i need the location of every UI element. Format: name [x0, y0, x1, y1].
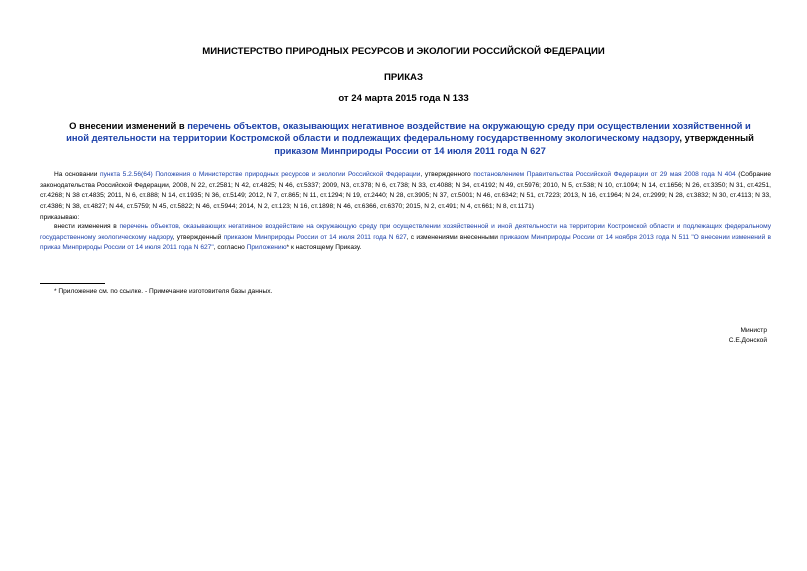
- order-text-5: * к настоящему Приказу.: [286, 244, 362, 252]
- order-paragraph: [40, 222, 771, 254]
- title-prefix: О внесении изменений в: [69, 120, 188, 131]
- order-text-1: внести изменения в: [54, 223, 120, 230]
- document-title: [60, 120, 760, 157]
- title-middle: , утвержденный: [679, 132, 754, 144]
- footnote-divider: [40, 283, 105, 284]
- order-link-object-list[interactable]: перечень объектов, оказывающих негативное воздействие на окружающую среду при осуществлении хозяйственной и иной деятельности на территории Костромской области и подлежащих федеральному государственному экологическому надзору: [40, 223, 771, 241]
- order-text-2: , утвержденный: [172, 233, 224, 241]
- ministry-name: МИНИСТЕРСТВО ПРИРОДНЫХ РЕСУРСОВ И ЭКОЛОГИИ РОССИЙСКОЙ ФЕДЕРАЦИИ: [202, 46, 605, 57]
- title-link-order-627[interactable]: приказом Минприроды России от 14 июля 2011 года N 627: [274, 144, 546, 156]
- document-date-number: от 24 марта 2015 года N 133: [338, 93, 469, 104]
- preamble-text-1: На основании: [54, 171, 100, 178]
- order-text-3: , с изменениями внесенными: [406, 233, 501, 241]
- preamble-text-2: , утвержденного: [420, 171, 474, 178]
- order-link-appendix[interactable]: Приложению: [246, 244, 287, 252]
- footnote-text: * Приложение см. по ссылке. - Примечание изготовителя базы данных.: [54, 288, 273, 295]
- order-text-4: , согласно: [213, 244, 247, 252]
- order-link-order-627[interactable]: приказом Минприроды России от 14 июля 2011 года N 627: [223, 233, 407, 241]
- preamble-link-government-decree[interactable]: постановлением Правительства Российской Федерации от 29 мая 2008 года N 404: [473, 171, 736, 178]
- preamble-text-3: (Собрание законодательства Российской Федерации, 2008, N 22, ст.2581; N 42, ст.4825; N 46, ст.5337; 2009, N3, ст.378; N 6, ст.738; N 33, ст.4088; N 34, ст.4192; N 49, ст.5976; 2010, N 5, ст.538; N 10, ст.1094; N 14, ст.1656; N 26, ст.3350; N 31, ст.4251, ст.4268; N 38 ст.4835; 2011, N 6, ст.888; N 14, ст.1935; N 36, ст.5149; 2012, N 7, ст.865; N 11, ст.1294; N 19, ст.2440; N 28, ст.3905; N 37, ст.5001; N 46, ст.6342; N 51, ст.7223; 2013, N 16, ст.1964; N 24, ст.2999; N 28, ст.3832; N 30, ст.4113; N 33, ст.4386; N 38, ст.4827; N 44, ст.5759; N 45, ст.5822; N 46, ст.5944; 2014, N 2, ст.123; N 16, ст.1898; N 46, ст.6366, ст.6370; 2015, N 2, ст.491; N 4, ст.661; N 8, ст.1171): [40, 171, 772, 210]
- preamble-link-regulation[interactable]: пункта 5.2.56(64) Положения о Министерстве природных ресурсов и экологии Российской Федерации: [100, 171, 421, 178]
- order-link-order-511[interactable]: приказом Минприроды России от 14 ноября 2013 года N 511 "О внесении изменений в приказ Минприроды России от 14 июля 2011 года N 627": [40, 233, 771, 252]
- signatory-name: С.Е.Донской: [728, 337, 767, 344]
- title-link-object-list[interactable]: перечень объектов, оказывающих негативное воздействие на окружающую среду при осуществлении хозяйственной и иной деятельности на территории Костромской области и подлежащих федеральному государственному экологическому надзору: [66, 120, 751, 144]
- order-keyword: приказываю:: [40, 214, 80, 221]
- document-type: ПРИКАЗ: [384, 72, 423, 83]
- signatory-title: Министр: [740, 327, 767, 334]
- preamble-paragraph: [40, 170, 771, 212]
